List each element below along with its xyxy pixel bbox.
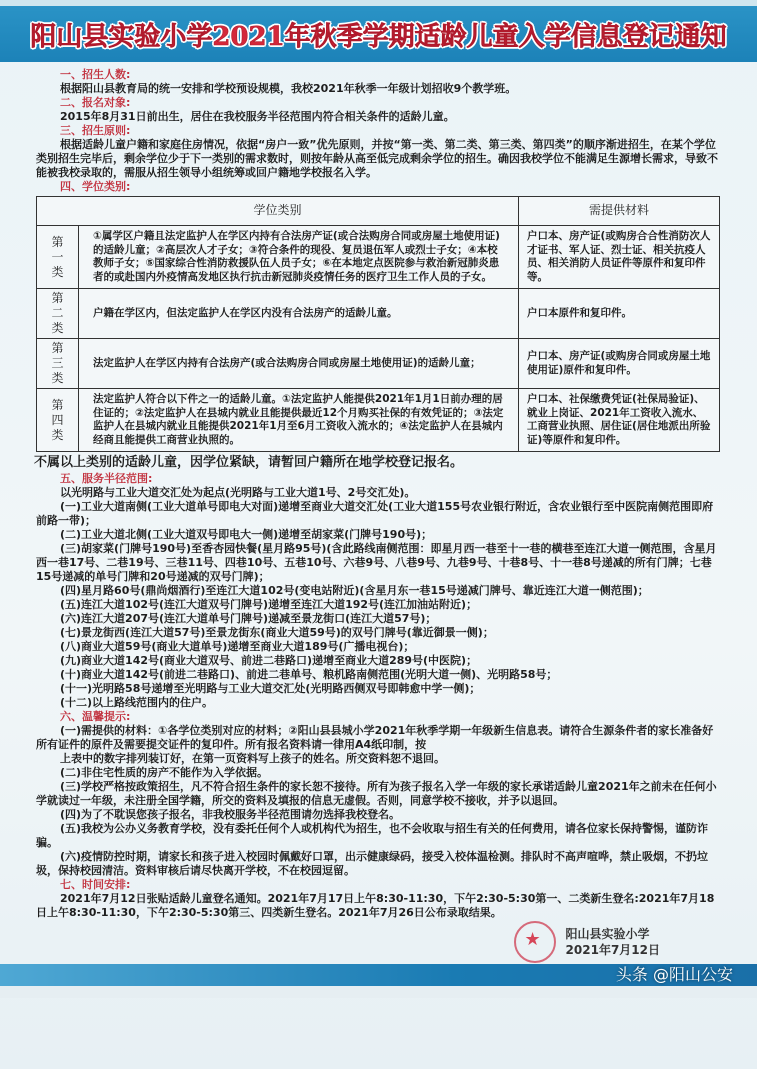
category-label-char: 一 bbox=[51, 249, 64, 264]
category-label-char: 第 bbox=[51, 291, 64, 305]
section-paragraph: 2021年7月12日张贴适龄儿童登名通知。2021年7月17日上午8:30-11:30，下午2:30-5:30第一、二类新生登名:2021年7月18日上午8:30-11:30，下午2:30-5:30第三、四类新生登名。2021年7月26日公布录取结果。 bbox=[36, 892, 715, 919]
category-label-char: 第 bbox=[51, 341, 64, 355]
category-label bbox=[37, 389, 79, 452]
section-paragraph: (五)我校为公办义务教育学校，没有委托任何个人或机构代为招生，也不会收取与招生有关的任何费用，请各位家长保持警惕，谨防诈骗。 bbox=[36, 822, 709, 849]
header-category: 学位类别 bbox=[37, 197, 519, 226]
category-label bbox=[37, 226, 79, 289]
section-paragraph: 以光明路与工业大道交汇处为起点(光明路与工业大道1号、2号交汇处)。 bbox=[60, 486, 416, 499]
section-paragraph: (三)胡家菜(门牌号190号)至香杏园快餐(星月路95号)(含此路线南侧范围：即星月西一巷至十一巷的横巷至连江大道一侧范围，含星月西一巷17号、二巷19号、三巷11号、四巷10号、五巷10号、六巷9号、八巷9号、九巷9号、十巷8号、十一巷8号递减的所有门牌；七巷15号递减的单号门牌和20号递减的双号门牌)； bbox=[36, 542, 717, 583]
section-paragraph: 上表中的数字排列装订好，在第一页资料写上孩子的姓名。所交资料恕不退回。 bbox=[60, 752, 445, 765]
header-materials: 需提供材料 bbox=[519, 197, 720, 226]
required-materials: 户口本原件和复印件。 bbox=[519, 289, 720, 339]
section-paragraph: (六)连江大道207号(连江大道单号门牌号)递减至景龙街口(连江大道57号)； bbox=[60, 612, 437, 625]
official-seal bbox=[514, 921, 556, 963]
title-banner bbox=[0, 6, 757, 62]
category-label-char: 类 bbox=[51, 321, 64, 335]
watermark: 头条 @阳山公安 bbox=[615, 965, 733, 984]
section-heading: 六、温馨提示: bbox=[60, 710, 131, 723]
category-label-char: 第 bbox=[51, 234, 64, 249]
section-paragraph: (九)商业大道142号(商业大道双号、前进二巷路口)递增至商业大道289号(中医院)； bbox=[60, 654, 478, 667]
table-row bbox=[37, 389, 720, 452]
table-row bbox=[37, 339, 720, 389]
section-heading: 一、招生人数: bbox=[60, 68, 131, 81]
sections-top bbox=[36, 68, 720, 194]
category-label bbox=[37, 339, 79, 389]
category-label-char: 四 bbox=[51, 412, 64, 427]
bottom-band bbox=[0, 964, 757, 986]
signature-date: 2021年7月12日 bbox=[565, 943, 660, 957]
section-heading: 七、时间安排: bbox=[60, 878, 131, 891]
category-description: 法定监护人在学区内持有合法房产(或合法购房合同或房屋土地使用证)的适龄儿童； bbox=[79, 339, 519, 389]
section-paragraph: (十一)光明路58号递增至光明路与工业大道交汇处(光明路西侧双号即韩愈中学一侧)； bbox=[60, 682, 481, 695]
signature-block bbox=[36, 922, 720, 962]
section-paragraph: (十二)以上路线范围内的住户。 bbox=[60, 696, 214, 709]
table-row bbox=[37, 226, 720, 289]
section-paragraph: (二)非住宅性质的房产不能作为入学依据。 bbox=[60, 766, 269, 779]
notice-body bbox=[36, 68, 720, 920]
category-label bbox=[37, 289, 79, 339]
table-header-row bbox=[37, 197, 720, 226]
signature-text bbox=[566, 926, 660, 958]
signature-school: 阳山县实验小学 bbox=[565, 927, 650, 941]
category-label-char: 二 bbox=[51, 306, 64, 320]
category-label-char: 类 bbox=[51, 427, 64, 442]
ineligible-note: 不属以上类别的适龄儿童，因学位紧缺，请暂回户籍所在地学校登记报名。 bbox=[34, 455, 464, 470]
page-title: 阳山县实验小学2021年秋季学期适龄儿童入学信息登记通知 bbox=[30, 21, 727, 52]
category-description: ①属学区户籍且法定监护人在学区内持有合法房产证(或合法购房合同或房屋土地使用证)的适龄儿童；②高层次人才子女；③符合条件的现役、复员退伍军人或烈士子女；④本校教师子女；⑤国家综合性消防救援队伍人员子女；⑥在本地定点医院参与救治新冠肺炎患者的或赴国内外疫情高发地区执行抗击新冠肺炎疫情任务的医疗卫生工作人员的子女。 bbox=[79, 226, 519, 289]
category-label-char: 三 bbox=[51, 356, 64, 370]
section-paragraph: (十)商业大道142号(前进二巷路口)、前进二巷单号、粮机路南侧范围(光明大道一侧)、光明路58号； bbox=[60, 668, 558, 681]
category-label-char: 第 bbox=[51, 397, 64, 412]
section-paragraph: (八)商业大道59号(商业大道单号)递增至商业大道189号(广播电视台)； bbox=[60, 640, 415, 653]
bottom-strip bbox=[0, 986, 757, 998]
section-paragraph: (三)学校严格按政策招生，凡不符合招生条件的家长恕不接待。所有为孩子报名入学一年级的家长承诺适龄儿童2021年之前未在任何小学就读过一年级，未注册全国学籍，所交的资料及填报的信息无虚假。否则，同意学校不接收，并予以退回。 bbox=[36, 780, 717, 807]
section-paragraph: 根据阳山县教育局的统一安排和学校预设规模，我校2021年秋季一年级计划招收9个教学班。 bbox=[60, 82, 517, 95]
category-description: 户籍在学区内，但法定监护人在学区内没有合法房产的适龄儿童。 bbox=[79, 289, 519, 339]
category-label-char: 类 bbox=[51, 264, 64, 279]
section-paragraph: (七)景龙街西(连江大道57号)至景龙街东(商业大道59号)的双号门牌号(靠近御景一侧)； bbox=[60, 626, 494, 639]
section-heading: 五、服务半径范围: bbox=[60, 472, 153, 485]
section-heading: 四、学位类别: bbox=[60, 180, 131, 193]
section-paragraph: (六)疫情防控时期，请家长和孩子进入校园时佩戴好口罩，出示健康绿码，接受入校体温检测。排队时不高声喧哗，禁止吸烟，不扔垃圾，保持校园清洁。资料审核后请尽快离开学校，不在校园逗留。 bbox=[36, 850, 709, 877]
category-label-char: 类 bbox=[51, 371, 64, 385]
section-paragraph: 2015年8月31日前出生，居住在我校服务半径范围内符合相关条件的适龄儿童。 bbox=[60, 110, 455, 123]
section-paragraph: (二)工业大道北侧(工业大道双号即电大一侧)递增至胡家菜(门牌号190号)； bbox=[60, 528, 433, 541]
section-heading: 二、报名对象: bbox=[60, 96, 131, 109]
section-paragraph: (一)工业大道南侧(工业大道单号即电大对面)递增至商业大道交汇处(工业大道155号农业银行附近，含农业银行至中医院南侧范围即府前路一带)； bbox=[36, 500, 714, 527]
section-paragraph: 根据适龄儿童户籍和家庭住房情况，依据“房户一致”优先原则，并按“第一类、第二类、第三类、第四类”的顺序渐进招生，在某个学位类别招生完毕后，剩余学位少于下一类别的需求数时，则按年龄从高至低完成剩余学位的招生。确因我校学位不能满足生源增长需求，导致不能被我校录取的，需服从招生领导小组统筹或回户籍地学校报名入学。 bbox=[36, 138, 718, 179]
section-paragraph: (五)连江大道102号(连江大道双号门牌号)递增至连江大道192号(连江加油站附近)； bbox=[60, 598, 478, 611]
section-paragraph: (四)为了不耽误您孩子报名，非我校服务半径范围请勿选择我校登名。 bbox=[60, 808, 401, 821]
sections-bottom bbox=[36, 472, 720, 920]
required-materials: 户口本、社保缴费凭证(社保局验证)、就业上岗证、2021年工资收入流水、工商营业执照、居住证(居住地派出所验证)等原件和复印件。 bbox=[519, 389, 720, 452]
required-materials: 户口本、房产证(或购房合合性消防次人才证书、军人证、烈士证、相关抗疫人员、相关消防人员证件等原件和复印件等。 bbox=[519, 226, 720, 289]
star-icon: ★ bbox=[524, 929, 541, 950]
required-materials: 户口本、房产证(或购房合同或房屋土地使用证)原件和复印件。 bbox=[519, 339, 720, 389]
degree-category-table bbox=[36, 196, 720, 452]
section-paragraph: (一)需提供的材料：①各学位类别对应的材料；②阳山县县城小学2021年秋季学期一年级新生信息表。请符合生源条件者的家长准备好所有证件的原件及需要提交证件的复印件。所有报名资料请一律用A4纸印制，按 bbox=[36, 724, 714, 751]
table-row bbox=[37, 289, 720, 339]
section-heading: 三、招生原则: bbox=[60, 124, 131, 137]
category-description: 法定监护人符合以下件之一的适龄儿童。①法定监护人能提供2021年1月1日前办理的居住证的；②法定监护人在县城内就业且能提供最近12个月购买社保的有效凭证的；③法定监护人在县城内就业且能提供2021年1月至6月工资收入流水的；④法定监护人在县城内经商且能提供工商营业执照的。 bbox=[79, 389, 519, 452]
section-paragraph: (四)星月路60号(鼎尚烟酒行)至连江大道102号(变电站附近)(含星月东一巷15号递减门牌号、靠近连江大道一侧范围)； bbox=[60, 584, 649, 597]
